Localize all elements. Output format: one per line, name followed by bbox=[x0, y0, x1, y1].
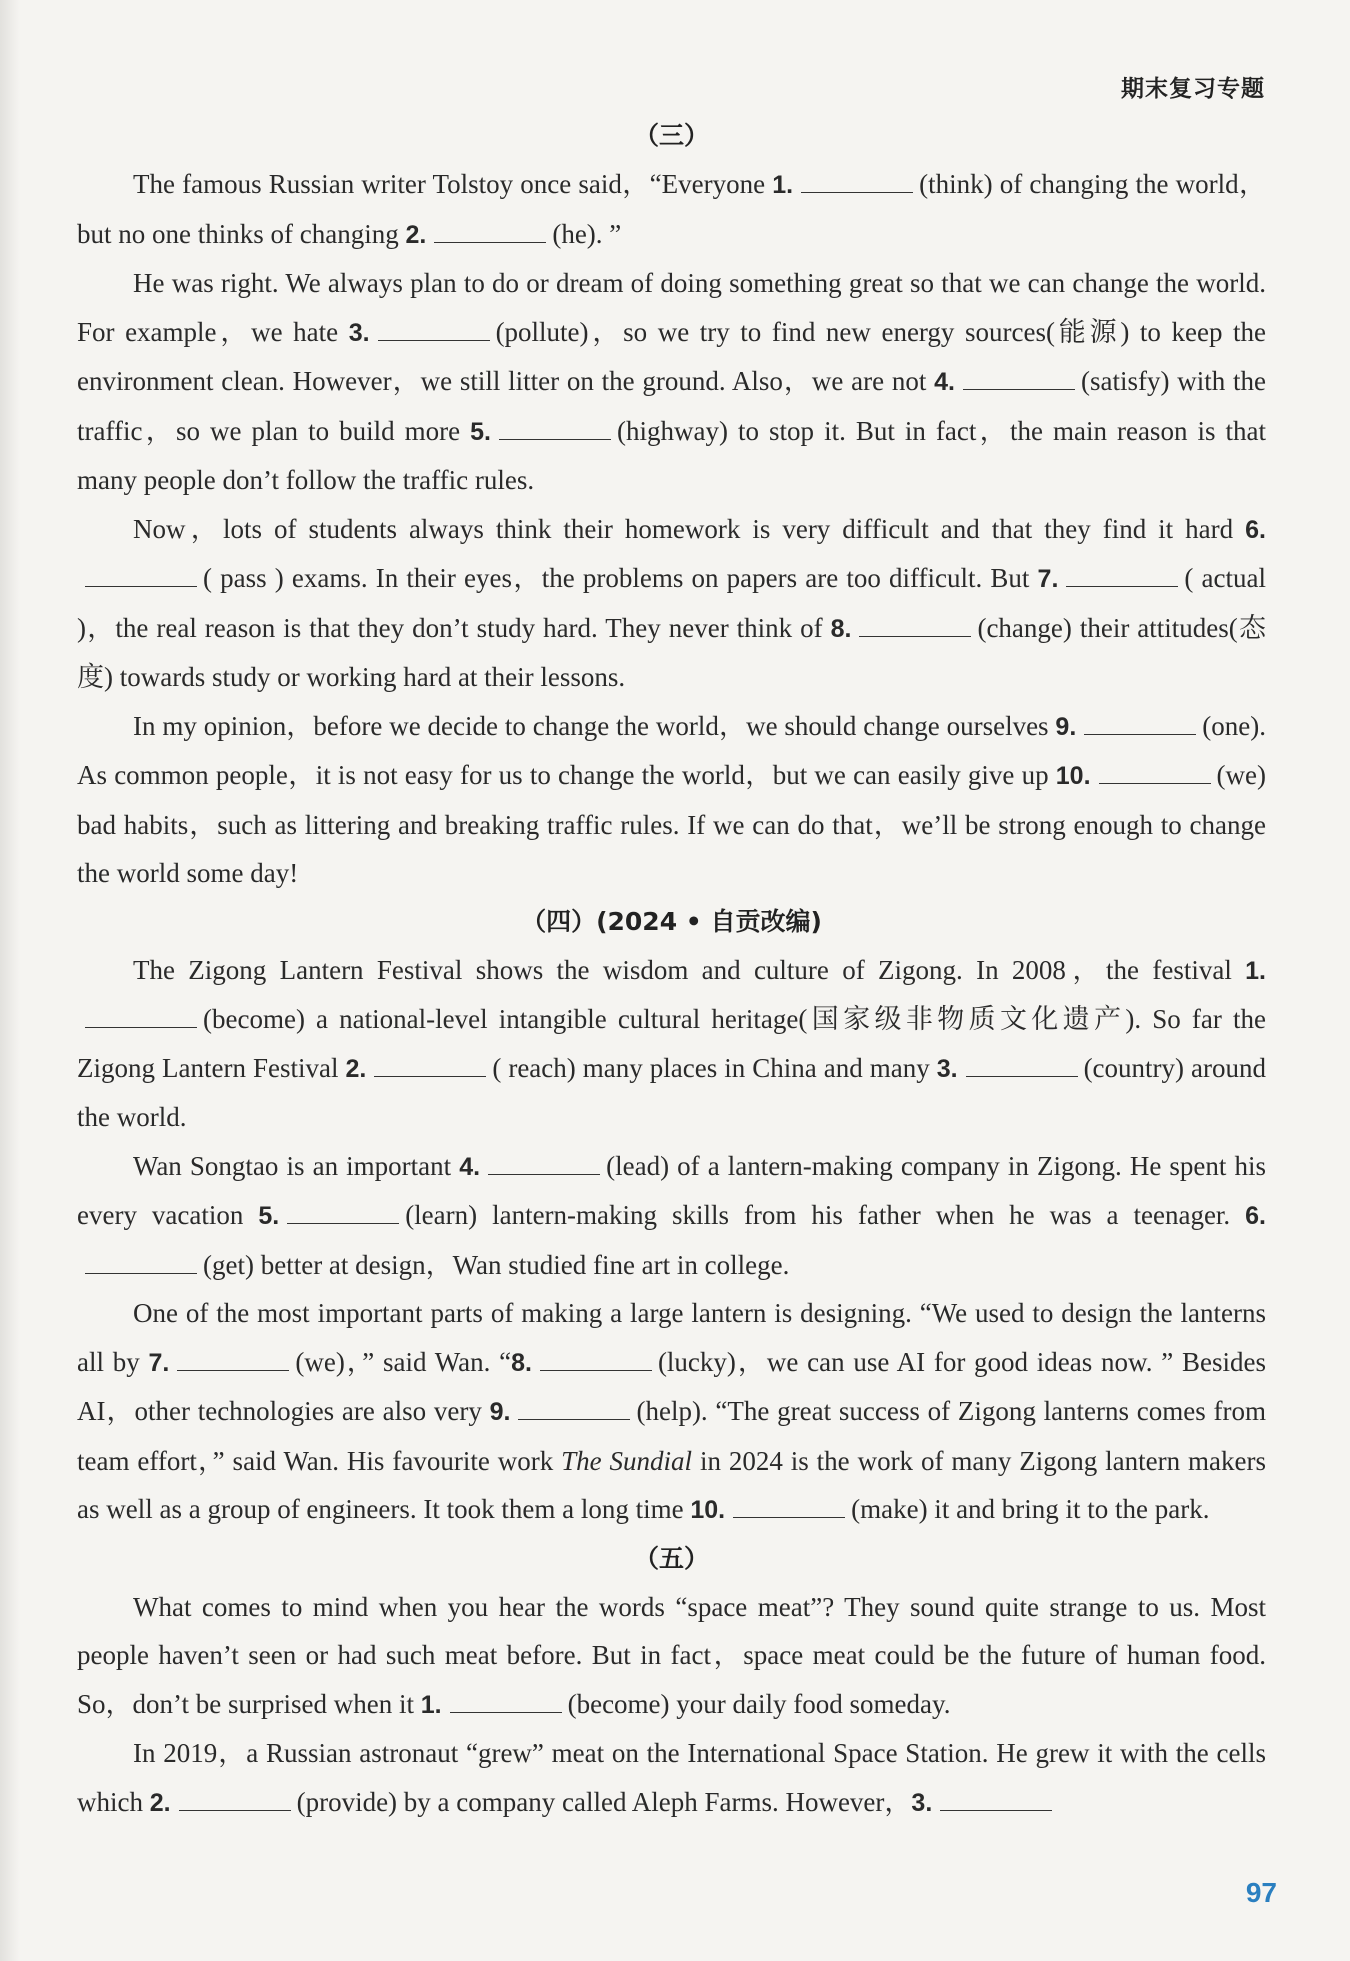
paragraph bbox=[77, 946, 1266, 1142]
paragraph bbox=[77, 702, 1266, 898]
text-run: The famous Russian writer Tolstoy once said，“Everyone bbox=[133, 169, 773, 199]
text-run: (provide) by a company called Aleph Farms. However， bbox=[296, 1786, 912, 1817]
text-run: (country) around the world. bbox=[77, 1052, 1267, 1132]
blank-number: 1. bbox=[772, 171, 794, 199]
text-run: (highway) to stop it. But in fact，the main reason is that many people don’t follow the traffic rules. bbox=[77, 415, 1266, 495]
blank-number: 2. bbox=[149, 1788, 171, 1817]
text-run: (one). As common people，it is not easy for us to change the world，but we can easily give up bbox=[77, 710, 1266, 790]
answer-blank[interactable] bbox=[1099, 761, 1211, 784]
blank-number: 5. bbox=[470, 417, 492, 446]
text-run: (become) your daily food someday. bbox=[567, 1688, 951, 1719]
answer-blank[interactable] bbox=[963, 367, 1075, 390]
blank-number: 7. bbox=[148, 1348, 170, 1377]
paragraph bbox=[77, 160, 1266, 259]
answer-blank[interactable] bbox=[733, 1495, 845, 1518]
text-run: (lead) of a lantern-making company in Zigong. He spent his every vacation bbox=[77, 1150, 1266, 1230]
text-run: ( reach) many places in China and many bbox=[492, 1052, 937, 1083]
blank-number: 3. bbox=[348, 318, 370, 347]
answer-blank[interactable] bbox=[1084, 712, 1196, 735]
answer-blank[interactable] bbox=[966, 1054, 1078, 1077]
blank-number: 5. bbox=[258, 1202, 280, 1230]
blank-number: 3. bbox=[911, 1788, 933, 1817]
text-run: One of the most important parts of making a large lantern is designing. “We used to design the lanterns all by bbox=[77, 1298, 1266, 1377]
text-run: in 2024 is the work of many Zigong lantern makers as well as a group of engineers. It took them a long time bbox=[77, 1445, 1266, 1524]
answer-blank[interactable] bbox=[85, 1005, 197, 1028]
text-run: (we)，” said Wan. “ bbox=[295, 1346, 512, 1377]
blank-number: 2. bbox=[345, 1054, 367, 1083]
blank-number: 9. bbox=[1055, 712, 1077, 741]
italic-title: The Sundial bbox=[561, 1445, 693, 1476]
text-run: He was right. We always plan to do or dream of doing something great so that we can change the world. For example，we hate bbox=[77, 268, 1266, 347]
text-run: (help). “The great success of Zigong lanterns comes from team effort，” said Wan. His favourite work bbox=[77, 1396, 1266, 1476]
blank-number: 10. bbox=[1055, 762, 1091, 790]
running-head: 期末复习专题 bbox=[1121, 76, 1265, 102]
answer-blank[interactable] bbox=[85, 1251, 197, 1274]
text-run: Now，lots of students always think their homework is very difficult and that they find it hard bbox=[133, 513, 1246, 544]
blank-number: 8. bbox=[830, 614, 852, 643]
paragraph bbox=[77, 505, 1266, 702]
text-run: (make) it and bring it to the park. bbox=[851, 1494, 1210, 1524]
answer-blank[interactable] bbox=[940, 1788, 1052, 1811]
answer-blank[interactable] bbox=[488, 1152, 600, 1175]
text-run: (get) better at design，Wan studied fine art in college. bbox=[203, 1249, 790, 1280]
answer-blank[interactable] bbox=[499, 417, 611, 440]
section-title: （三） bbox=[633, 121, 709, 150]
section-title: （五） bbox=[633, 1543, 709, 1573]
page-edge-shadow bbox=[0, 0, 20, 1961]
answer-blank[interactable] bbox=[85, 564, 197, 587]
text-run: (become) a national-level intangible cultural heritage(国家级非物质文化遗产). So far the Zigong Lantern Festival bbox=[77, 1004, 1266, 1083]
text-run: (he). ” bbox=[552, 218, 622, 249]
answer-blank[interactable] bbox=[287, 1201, 399, 1224]
blank-number: 9. bbox=[489, 1398, 511, 1426]
answer-blank[interactable] bbox=[450, 1690, 562, 1713]
answer-blank[interactable] bbox=[1066, 564, 1178, 587]
paragraph bbox=[77, 1289, 1266, 1535]
answer-blank[interactable] bbox=[540, 1348, 652, 1371]
answer-blank[interactable] bbox=[434, 220, 546, 243]
text-run: In my opinion，before we decide to change the world，we should change ourselves bbox=[133, 710, 1056, 741]
text-run: The Zigong Lantern Festival shows the wisdom and culture of Zigong. In 2008，the festival bbox=[133, 954, 1246, 985]
answer-blank[interactable] bbox=[179, 1788, 291, 1811]
blank-number: 7. bbox=[1037, 565, 1059, 593]
blank-number: 8. bbox=[511, 1348, 532, 1377]
text-run: (learn) lantern-making skills from his father when he was a teenager. bbox=[405, 1200, 1246, 1230]
blank-number: 4. bbox=[934, 368, 956, 396]
text-run: ( actual )，the real reason is that they don’t study hard. They never think of bbox=[77, 563, 1266, 643]
text-run: Wan Songtao is an important bbox=[133, 1150, 460, 1181]
text-run: (change) their attitudes(态度) towards study or working hard at their lessons. bbox=[77, 612, 1266, 692]
blank-number: 4. bbox=[459, 1152, 481, 1181]
blank-number: 1. bbox=[420, 1690, 442, 1719]
section-title: （四）(2024 • 自贡改编) bbox=[521, 906, 822, 936]
text-run: What comes to mind when you hear the words “space meat”? They sound quite strange to us. Most people haven’t seen or had such meat before. But in fact，space meat could be the future of human food. So，don’t be surprised when it bbox=[77, 1591, 1266, 1719]
answer-blank[interactable] bbox=[374, 1054, 486, 1077]
blank-number: 6. bbox=[1245, 515, 1266, 544]
answer-blank[interactable] bbox=[801, 170, 913, 193]
answer-blank[interactable] bbox=[859, 614, 971, 637]
paragraph bbox=[77, 1583, 1266, 1730]
text-run: (lucky)，we can use AI for good ideas now. ” Besides AI，other technologies are also very bbox=[77, 1346, 1266, 1426]
paragraph bbox=[77, 1142, 1266, 1290]
blank-number: 3. bbox=[936, 1054, 958, 1083]
text-run: ( pass ) exams. In their eyes，the problems on papers are too difficult. But bbox=[203, 563, 1038, 593]
text-run: In 2019，a Russian astronaut “grew” meat on the International Space Station. He grew it with the cells which bbox=[77, 1738, 1266, 1817]
answer-blank[interactable] bbox=[378, 318, 490, 341]
text-run: (we) bad habits，such as littering and breaking traffic rules. If we can do that，we’ll be strong enough to change the world some day! bbox=[77, 760, 1266, 888]
answer-blank[interactable] bbox=[518, 1397, 630, 1420]
blank-number: 6. bbox=[1245, 1202, 1266, 1230]
paragraph bbox=[77, 259, 1266, 505]
blank-number: 10. bbox=[690, 1496, 726, 1524]
page-number: 97 bbox=[1245, 1877, 1277, 1908]
answer-blank[interactable] bbox=[177, 1348, 289, 1371]
paragraph bbox=[77, 1729, 1266, 1827]
text-run: (satisfy) with the traffic，so we plan to build more bbox=[77, 366, 1266, 446]
text-run: (pollute)，so we try to find new energy sources(能源) to keep the environment clean. However，we still litter on the ground. Also，we are not bbox=[77, 316, 1266, 396]
blank-number: 2. bbox=[405, 220, 427, 249]
blank-number: 1. bbox=[1245, 956, 1266, 985]
content-area bbox=[77, 112, 1266, 1827]
text-run: (think) of changing the world，but no one thinks of changing bbox=[77, 169, 1266, 249]
